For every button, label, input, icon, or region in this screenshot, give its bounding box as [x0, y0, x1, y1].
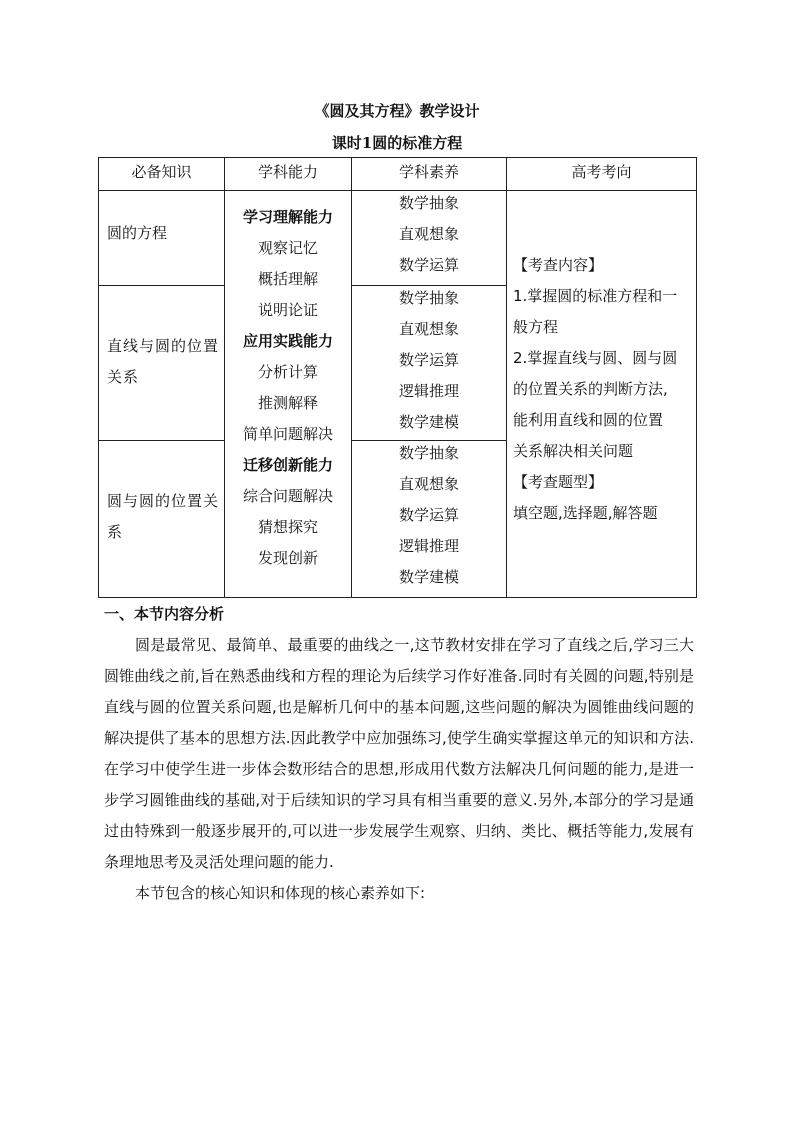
literacy-item: 直观想象	[398, 320, 459, 338]
literacy-item: 数学运算	[398, 256, 459, 274]
knowledge-item: 直线与圆的位置关系	[107, 337, 220, 386]
table-divider	[99, 285, 224, 286]
exam-item: 般方程	[513, 318, 559, 336]
exam-item: 能利用直线和圆的位置	[513, 411, 664, 429]
ability-item: 概括理解	[257, 270, 318, 288]
header-ability: 学科能力	[257, 163, 318, 181]
knowledge-item: 圆与圆的位置关系	[107, 492, 220, 541]
doc-subtitle: 课时1圆的标准方程	[331, 134, 463, 152]
curriculum-table	[98, 157, 697, 598]
literacy-item: 直观想象	[398, 475, 459, 493]
ability-item: 简单问题解决	[242, 425, 333, 443]
doc-title: 《圆及其方程》教学设计	[314, 102, 480, 120]
ability-item: 迁移创新能力	[242, 456, 333, 474]
table-divider	[351, 285, 506, 286]
literacy-item: 数学抽象	[398, 444, 459, 462]
exam-item: 的位置关系的判断方法,	[513, 380, 668, 398]
ability-item: 学习理解能力	[242, 208, 333, 226]
exam-item: 【考查题型】	[513, 473, 604, 491]
exam-item: 填空题,选择题,解答题	[513, 504, 658, 522]
header-knowledge: 必备知识	[131, 163, 192, 181]
ability-item: 发现创新	[257, 549, 318, 567]
knowledge-item: 圆的方程	[107, 224, 168, 242]
literacy-item: 直观想象	[398, 225, 459, 243]
section-paragraph: 本节包含的核心知识和体现的核心素养如下:	[135, 884, 426, 902]
literacy-item: 数学抽象	[398, 289, 459, 307]
literacy-item: 数学运算	[398, 506, 459, 524]
ability-item: 猜想探究	[257, 518, 318, 536]
table-divider	[99, 190, 696, 191]
ability-item: 推测解释	[257, 394, 318, 412]
literacy-item: 数学抽象	[398, 194, 459, 212]
literacy-item: 数学建模	[398, 568, 459, 586]
section-paragraph: 圆是最常见、最简单、最重要的曲线之一,这节教材安排在学习了直线之后,学习三大圆锥曲线之前,旨在熟悉曲线和方程的理论为后续学习作好准备.同时有关圆的问题,特别是直线与圆的位置关系问题,也是解析几何中的基本问题,这些问题的解决为圆锥曲线问题的解决提供了基本的思想方法.因此教学中应加强练习,使学生确实掌握这单元的知识和方法.在学习中使学生进一步体会数形结合的思想,形成用代数方法解决几何问题的能力,是进一步学习圆锥曲线的基础,对于后续知识的学习具有相当重要的意义.另外,本部分的学习是通过由特殊到一般逐步展开的,可以进一步发展学生观察、归纳、类比、概括等能力,发展有条理地思考及灵活处理问题的能力.	[104, 636, 694, 871]
section-heading: 一、本节内容分析	[104, 605, 225, 623]
exam-item: 关系解决相关问题	[513, 442, 634, 460]
table-divider	[506, 158, 507, 597]
ability-item: 说明论证	[257, 301, 318, 319]
exam-item: 【考查内容】	[513, 256, 604, 274]
ability-item: 应用实践能力	[242, 332, 333, 350]
table-divider	[351, 440, 506, 441]
literacy-item: 逻辑推理	[398, 382, 459, 400]
exam-item: 1.掌握圆的标准方程和一	[513, 287, 678, 305]
literacy-item: 逻辑推理	[398, 537, 459, 555]
ability-item: 分析计算	[257, 363, 318, 381]
ability-item: 综合问题解决	[242, 487, 333, 505]
literacy-item: 数学建模	[398, 413, 459, 431]
literacy-item: 数学运算	[398, 351, 459, 369]
ability-item: 观察记忆	[257, 239, 318, 257]
table-divider	[99, 440, 224, 441]
exam-item: 2.掌握直线与圆、圆与圆	[513, 349, 678, 367]
header-literacy: 学科素养	[398, 163, 459, 181]
header-exam: 高考考向	[571, 163, 632, 181]
